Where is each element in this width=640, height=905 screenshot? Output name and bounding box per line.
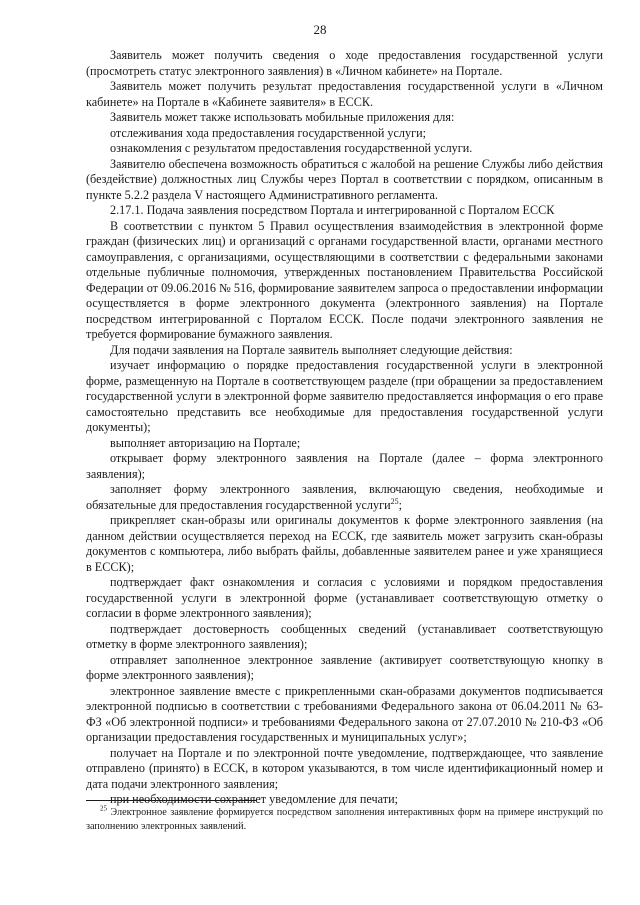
- list-item: открывает форму электронного заявления на Портале (далее – форма электронного заявления);: [86, 451, 603, 481]
- list-item-text: заполняет форму электронного заявления, включающую сведения, необходимые и обязательные для предоставления государственной услуги: [86, 482, 603, 512]
- list-item-suffix: ;: [398, 497, 403, 512]
- paragraph: Заявитель может получить результат предоставления государственной услуги в «Личном кабинете» на Портале в «Кабинете заявителя» в ЕССК.: [86, 79, 603, 109]
- list-item: выполняет авторизацию на Портале;: [110, 435, 301, 450]
- body-text: [86, 48, 603, 808]
- list-item: отправляет заполненное электронное заявление (активирует соответствующую кнопку в форме электронного заявления);: [86, 652, 603, 682]
- paragraph: Для подачи заявления на Портале заявитель выполняет следующие действия:: [110, 342, 513, 357]
- list-item: электронное заявление вместе с прикрепленными скан-образами документов подписывается электронной подписью в соответствии с требованиями Федерального закона от 06.04.2011 № 63-ФЗ «Об электронной подписи» и требованиями Федерального закона от 27.07.2010 № 210-ФЗ «Об организации предоставления государственных и муниципальных услуг»;: [86, 683, 603, 744]
- paragraph: Заявитель может получить сведения о ходе предоставления государственной услуги (просмотреть статус электронного заявления) в «Личном кабинете» на Портале.: [86, 48, 603, 78]
- paragraph: Заявитель может также использовать мобильные приложения для:: [110, 110, 455, 124]
- paragraph: В соответствии с пунктом 5 Правил осуществления взаимодействия в электронной форме граждан (физических лиц) и организаций с органами государственной власти, органами местного самоуправления, с организациями, осуществляющими в соответствии с федеральными законами отдельные публичные полномочия, утвержденных постановлением Правительства Российской Федерации от 09.06.2016 № 516, формирование заявителем запроса о предоставлении информации осуществляется в форме электронного документа (электронного заявления) на Портале посредством интегрированной с Порталом ЕССК. После подачи электронного заявления не требуется формирование бумажного заявления.: [86, 218, 603, 341]
- list-item: прикрепляет скан-образы или оригиналы документов к форме электронного заявления (на данном действии осуществляется переход на ЕССК, где заявитель может загрузить скан-образы документов с компьютера, либо выбрать файлы, добавленные заявителем ранее и уже хранящиеся в ЕССК);: [86, 513, 603, 574]
- footnote: [86, 806, 603, 834]
- list-item: подтверждает достоверность сообщенных сведений (устанавливает соответствующую отметку в форме электронного заявления);: [86, 621, 603, 651]
- footnote-reference[interactable]: 25: [390, 496, 399, 506]
- list-item: получает на Портале и по электронной почте уведомление, подтверждающее, что заявление отправлено (принято) в ЕССК, в котором указываются, в том числе идентификационный номер и дата подачи электронного заявления;: [86, 745, 603, 791]
- paragraph: Заявителю обеспечена возможность обратиться с жалобой на решение Службы либо действия (бездействие) должностных лиц Службы через Портал в соответствии с порядком, описанным в пункте 5.2.2 раздела V настоящего Административного регламента.: [86, 156, 603, 202]
- footnote-text: Электронное заявление формируется посредством заполнения интерактивных форм на примере инструкций по заполнению электронных заявлений.: [86, 807, 603, 832]
- paragraph: ознакомления с результатом предоставления государственной услуги.: [110, 141, 473, 155]
- list-item: подтверждает факт ознакомления и согласия с условиями и порядком предоставления государственной услуги в электронной форме (устанавливает соответствующую отметку о согласии в форме электронного заявления);: [86, 575, 603, 620]
- footnote-divider: [86, 800, 256, 801]
- list-item: [86, 482, 603, 513]
- list-item: изучает информацию о порядке предоставления государственной услуги в электронной форме, размещенную на Портале в соответствующем разделе (при обращении за предоставлением государственной услуги в электронной форме заявителю предоставляется информация о его праве самостоятельно представить все необходимые для предоставления государственной услуги документы);: [86, 358, 603, 434]
- list-item: при необходимости сохраняет уведомление для печати;: [110, 792, 398, 806]
- footnote-marker: 25: [100, 804, 107, 813]
- page-number: 28: [313, 22, 327, 37]
- paragraph: отслеживания хода предоставления государственной услуги;: [110, 125, 427, 140]
- section-heading: 2.17.1. Подача заявления посредством Портала и интегрированной с Порталом ЕССК: [110, 203, 555, 217]
